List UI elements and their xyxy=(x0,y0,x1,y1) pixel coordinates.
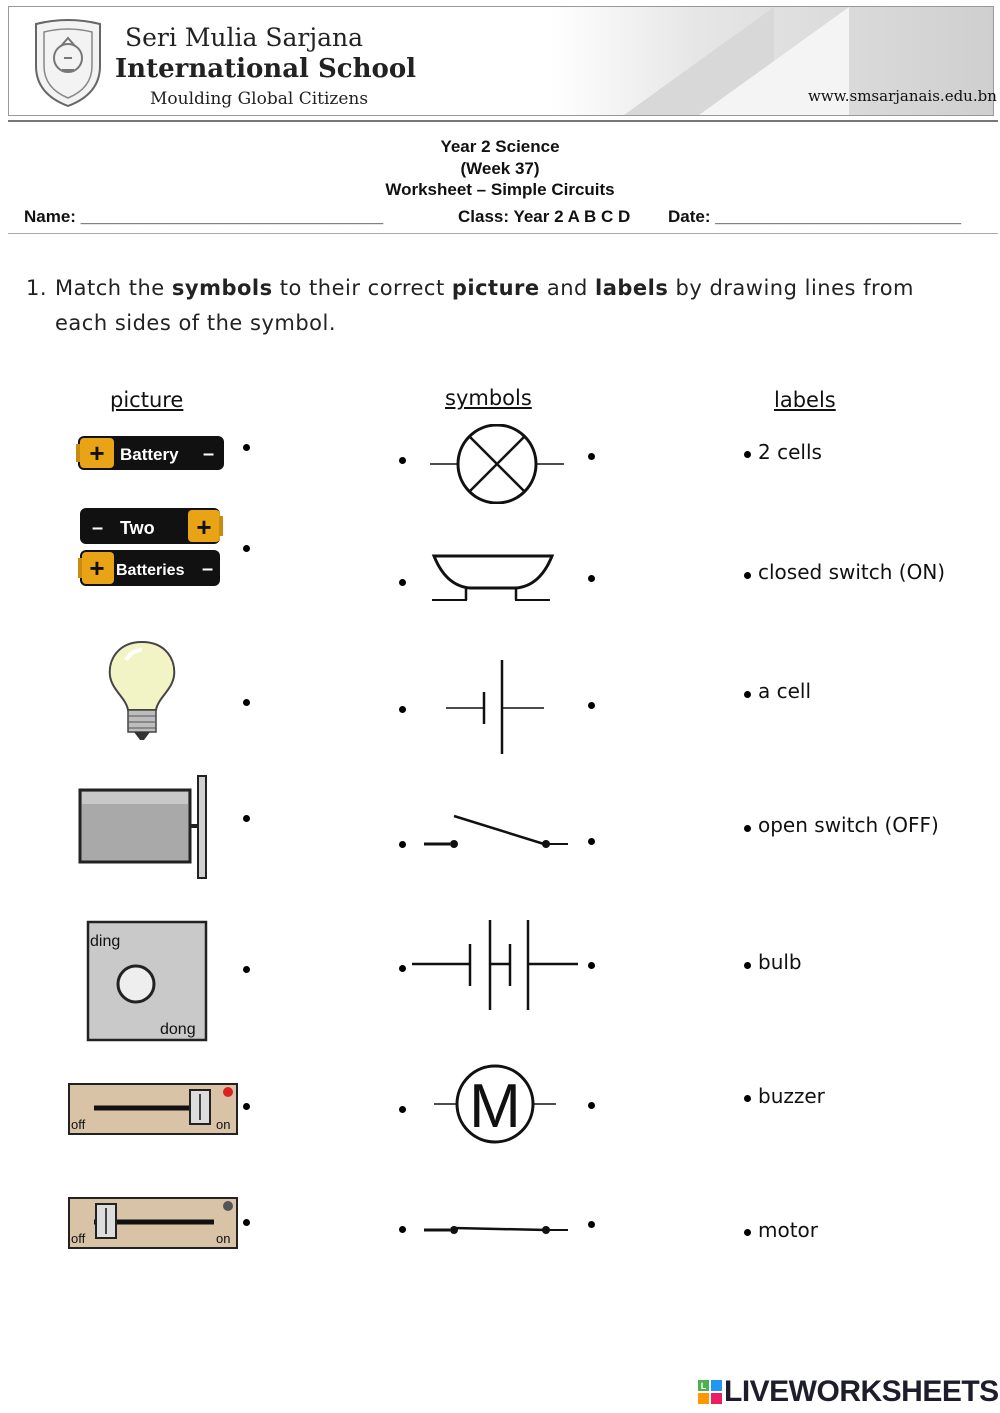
svg-text:–: – xyxy=(202,558,214,580)
worksheet-title-week: (Week 37) xyxy=(460,159,540,178)
light-bulb-picture xyxy=(104,638,184,742)
svg-text:dong: dong xyxy=(160,1021,196,1038)
motor-symbol xyxy=(432,1064,558,1144)
class-label: Class: Year 2 A B C D xyxy=(458,207,631,226)
symbol-right-dot-1[interactable] xyxy=(588,453,595,460)
column-heading-symbols: symbols xyxy=(445,386,532,410)
two-batteries-picture xyxy=(78,506,224,590)
svg-text:off: off xyxy=(71,1231,86,1246)
label-closed-switch: closed switch (ON) xyxy=(758,560,946,584)
label-dot-1[interactable] xyxy=(744,451,751,458)
bulb-symbol xyxy=(428,424,566,504)
open-switch-symbol xyxy=(422,808,570,856)
svg-text:Battery: Battery xyxy=(120,445,179,464)
symbol-right-dot-2[interactable] xyxy=(588,575,595,582)
symbol-right-dot-5[interactable] xyxy=(588,962,595,969)
worksheet-title-topic: Worksheet – Simple Circuits xyxy=(385,180,615,199)
instruction-text: Match the symbols to their correct picture and labels by drawing lines from xyxy=(55,276,915,300)
label-bulb: bulb xyxy=(758,950,802,974)
svg-text:ding: ding xyxy=(90,933,121,950)
svg-text:off: off xyxy=(71,1117,86,1132)
closed-switch-symbol xyxy=(422,1216,570,1240)
label-dot-2[interactable] xyxy=(744,572,751,579)
date-field[interactable] xyxy=(668,207,961,227)
instruction-text-line2: each sides of the symbol. xyxy=(55,311,337,335)
svg-text:Batteries: Batteries xyxy=(116,562,185,579)
picture-dot-2[interactable] xyxy=(243,545,250,552)
svg-text:L: L xyxy=(700,1381,707,1391)
school-name-line2: International School xyxy=(115,54,417,84)
battery-picture xyxy=(76,432,226,474)
symbol-right-dot-6[interactable] xyxy=(588,1102,595,1109)
school-crest-icon xyxy=(28,16,108,108)
date-label: Date: xyxy=(668,207,711,226)
symbol-right-dot-7[interactable] xyxy=(588,1221,595,1228)
name-field[interactable] xyxy=(24,207,383,227)
label-dot-6[interactable] xyxy=(744,1095,751,1102)
label-dot-5[interactable] xyxy=(744,962,751,969)
symbol-right-dot-3[interactable] xyxy=(588,702,595,709)
liveworksheets-brand[interactable]: LIVEWORKSHEETS xyxy=(724,1375,999,1408)
instruction-number: 1. xyxy=(26,276,48,300)
switch-off-picture xyxy=(68,1196,240,1250)
header-divider xyxy=(8,120,998,122)
label-dot-7[interactable] xyxy=(744,1229,751,1236)
label-2-cells: 2 cells xyxy=(758,440,822,464)
form-divider xyxy=(8,233,998,234)
symbol-left-dot-6[interactable] xyxy=(399,1106,406,1113)
column-heading-labels: labels xyxy=(774,388,836,412)
liveworksheets-logo-icon xyxy=(698,1380,722,1404)
svg-text:+: + xyxy=(89,553,105,583)
date-blank: __________________________ xyxy=(715,207,962,226)
column-heading-picture: picture xyxy=(110,388,184,412)
name-label: Name: xyxy=(24,207,76,226)
symbol-right-dot-4[interactable] xyxy=(588,838,595,845)
buzzer-symbol xyxy=(430,552,556,606)
label-dot-4[interactable] xyxy=(744,825,751,832)
symbol-left-dot-3[interactable] xyxy=(399,706,406,713)
svg-text:M: M xyxy=(469,1072,521,1141)
svg-text:Two: Two xyxy=(120,518,155,538)
school-name-line1: Seri Mulia Sarjana xyxy=(125,23,364,52)
name-blank: ________________________________ xyxy=(80,207,384,226)
motor-picture xyxy=(78,772,212,882)
label-a-cell: a cell xyxy=(758,679,812,703)
two-cells-symbol xyxy=(410,916,580,1014)
svg-text:on: on xyxy=(216,1117,231,1132)
school-motto: Moulding Global Citizens xyxy=(150,89,369,109)
symbol-left-dot-4[interactable] xyxy=(399,841,406,848)
picture-dot-1[interactable] xyxy=(243,444,250,451)
picture-dot-7[interactable] xyxy=(243,1219,250,1226)
label-buzzer: buzzer xyxy=(758,1084,825,1108)
switch-on-picture xyxy=(68,1082,240,1136)
buzzer-picture xyxy=(86,920,210,1044)
symbol-left-dot-1[interactable] xyxy=(399,457,406,464)
school-website: www.smsarjanais.edu.bn xyxy=(808,87,997,105)
svg-text:–: – xyxy=(203,443,215,465)
label-dot-3[interactable] xyxy=(744,691,751,698)
picture-dot-5[interactable] xyxy=(243,966,250,973)
picture-dot-4[interactable] xyxy=(243,815,250,822)
picture-dot-6[interactable] xyxy=(243,1103,250,1110)
label-motor: motor xyxy=(758,1218,819,1242)
label-open-switch: open switch (OFF) xyxy=(758,813,939,837)
svg-text:+: + xyxy=(196,512,212,542)
symbol-left-dot-2[interactable] xyxy=(399,579,406,586)
svg-text:–: – xyxy=(92,517,104,539)
worksheet-title-year: Year 2 Science xyxy=(440,137,560,156)
symbol-left-dot-5[interactable] xyxy=(399,965,406,972)
picture-dot-3[interactable] xyxy=(243,699,250,706)
symbol-left-dot-7[interactable] xyxy=(399,1226,406,1233)
svg-text:+: + xyxy=(89,438,105,468)
cell-symbol xyxy=(444,658,548,756)
svg-text:on: on xyxy=(216,1231,231,1246)
